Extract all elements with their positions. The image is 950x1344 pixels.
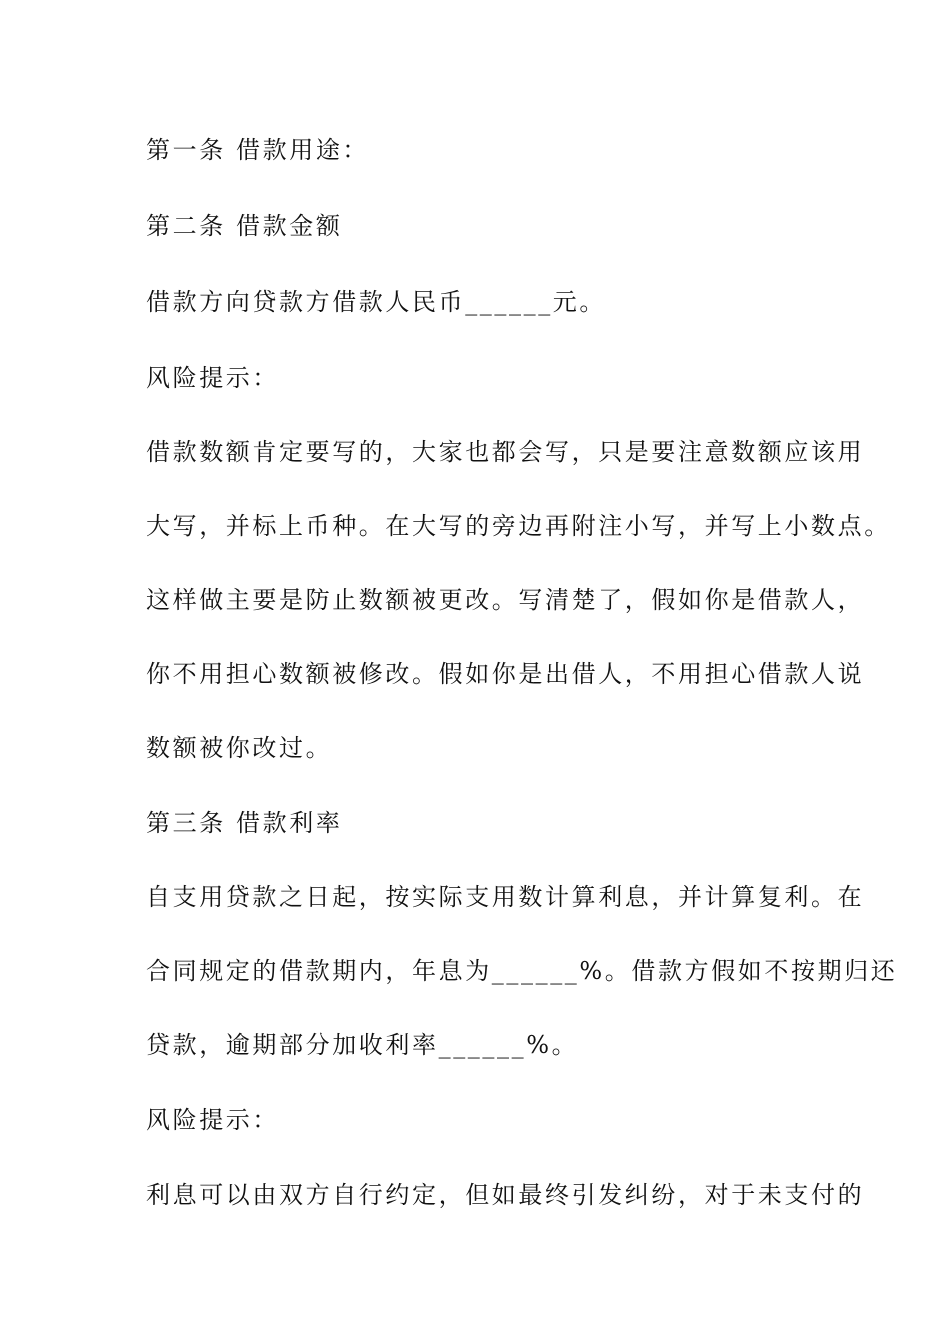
paragraph-line: 数额被你改过。 [146,734,333,762]
risk-tip-heading: 风险提示： [146,1106,279,1134]
article-1-heading: 第一条 借款用途： [146,136,370,164]
paragraph-line: 你不用担心数额被修改。假如你是出借人，不用担心借款人说 [146,660,865,688]
paragraph-line: 大写，并标上币种。在大写的旁边再附注小写，并写上小数点。 [146,512,891,540]
paragraph-line: 贷款，逾期部分加收利率______%。 [146,1031,579,1059]
paragraph-line: 利息可以由双方自行约定，但如最终引发纠纷，对于未支付的 [146,1181,865,1209]
article-3-heading: 第三条 借款利率 [146,809,343,837]
article-2-heading: 第二条 借款金额 [146,212,343,240]
risk-tip-heading: 风险提示： [146,364,279,392]
paragraph-line: 借款数额肯定要写的，大家也都会写，只是要注意数额应该用 [146,438,865,466]
paragraph-line: 自支用贷款之日起，按实际支用数计算利息，并计算复利。在 [146,883,865,911]
paragraph-line: 这样做主要是防止数额被更改。写清楚了，假如你是借款人， [146,586,865,614]
loan-amount-line: 借款方向贷款方借款人民币______元。 [146,288,606,316]
paragraph-line: 合同规定的借款期内，年息为______%。借款方假如不按期归还 [146,957,898,985]
